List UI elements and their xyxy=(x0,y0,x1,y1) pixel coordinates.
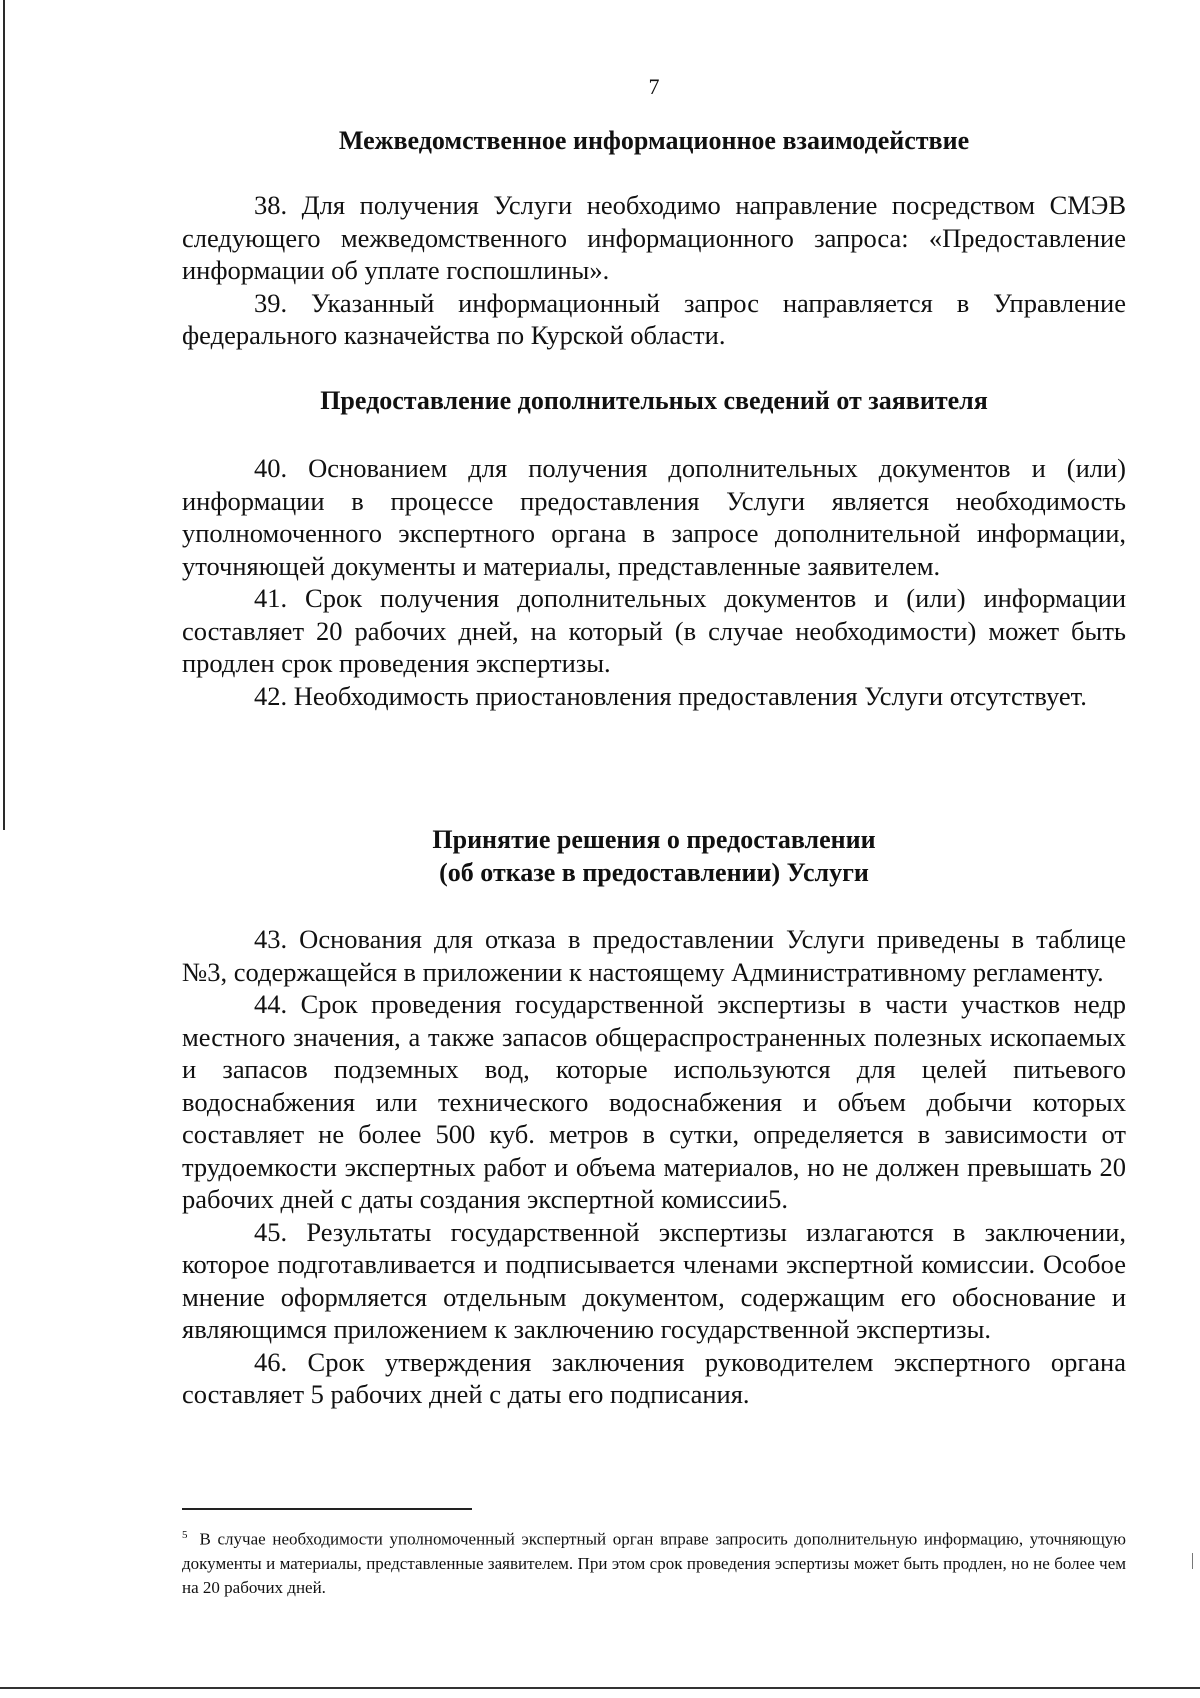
scan-edge-bottom xyxy=(0,1687,1200,1689)
paragraph-39: 39. Указанный информационный запрос направляется в Управление федерального казначейства по Курской области. xyxy=(182,287,1126,350)
section-heading-additional-info: Предоставление дополнительных сведений от заявителя xyxy=(320,386,988,415)
paragraph-46: 46. Срок утверждения заключения руководителем экспертного органа составляет 5 рабочих дней с даты его подписания. xyxy=(182,1346,1126,1409)
paragraph-42: 42. Необходимость приостановления предоставления Услуги отсутствует. xyxy=(254,680,1087,711)
section-additional-info-body xyxy=(182,452,1126,712)
paragraph-45: 45. Результаты государственной экспертизы излагаются в заключении, которое подготавливается и подписывается членами экспертной комиссии. Особое мнение оформляется отдельным документом, содержащим его обоснование и являющимся приложением к заключению государственной экспертизы. xyxy=(182,1216,1126,1344)
section-heading-decision-line-1: Принятие решения о предоставлении xyxy=(432,825,876,854)
section-heading-interagency: Межведомственное информационное взаимодействие xyxy=(338,126,970,155)
page-number: 7 xyxy=(648,74,660,99)
footnote xyxy=(182,1523,1126,1600)
section-decision-body xyxy=(182,923,1126,1411)
paragraph-38: 38. Для получения Услуги необходимо направление посредством СМЭВ следующего межведомственного информационного запроса: «Предоставление информации об уплате госпошлины». xyxy=(182,190,1126,285)
scan-edge-left xyxy=(3,0,5,830)
footnote-text: В случае необходимости уполномоченный экспертный орган вправе запросить дополнительную информацию, уточняющую документы и материалы, представленные заявителем. При этом срок проведения эспертизы может быть продлен, но не более чем на 20 рабочих дней. xyxy=(182,1529,1126,1597)
scan-mark-right xyxy=(1192,1553,1193,1569)
paragraph-40: 40. Основанием для получения дополнительных документов и (или) информации в процессе предоставления Услуги является необходимость уполномоченного экспертного органа в запросе дополнительной информации, уточняющей документы и материалы, представленные заявителем. xyxy=(182,453,1126,581)
paragraph-44: 44. Срок проведения государственной экспертизы в части участков недр местного значения, а также запасов общераспространенных полезных ископаемых и запасов подземных вод, которые используются для целей питьевого водоснабжения или технического водоснабжения и объем добычи которых составляет не более 500 куб. метров в сутки, определяется в зависимости от трудоемкости экспертных работ и объема материалов, но не должен превышать 20 рабочих дней с даты создания экспертной комиссии5. xyxy=(182,989,1126,1214)
paragraph-41: 41. Срок получения дополнительных документов и (или) информации составляет 20 рабочих дней, на который (в случае необходимости) может быть продлен срок проведения экспертизы. xyxy=(182,583,1126,678)
paragraph-43: 43. Основания для отказа в предоставлении Услуги приведены в таблице №3, содержащейся в приложении к настоящему Административному регламенту. xyxy=(182,924,1126,987)
section-heading-decision-line-2: (об отказе в предоставлении) Услуги xyxy=(439,858,869,887)
footnote-separator xyxy=(182,1508,472,1510)
section-interagency-body xyxy=(182,189,1126,352)
footnote-marker: 5 xyxy=(182,1529,188,1541)
section-heading-decision xyxy=(182,823,1126,889)
